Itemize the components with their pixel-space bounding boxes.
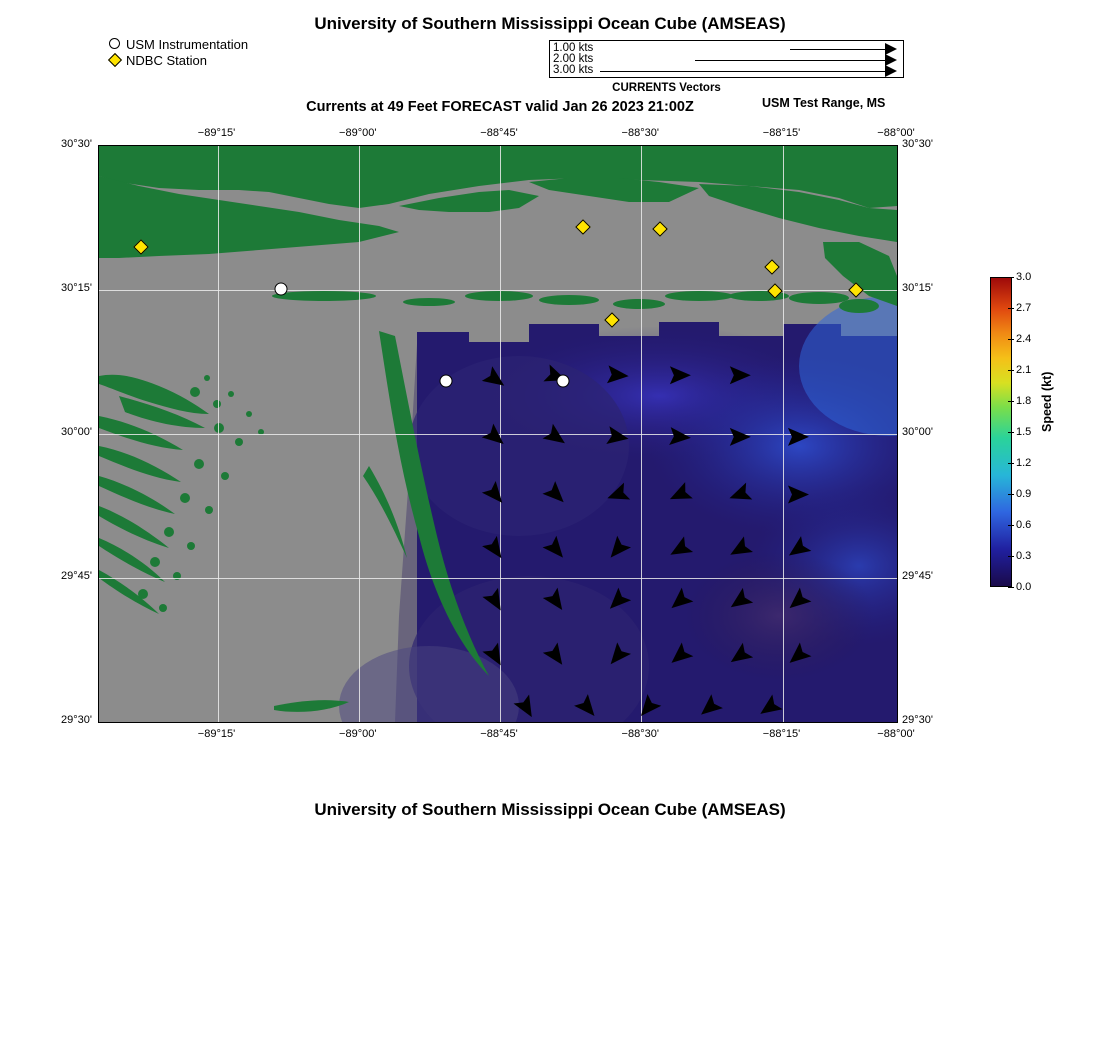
vector-key-label-2: 2.00 kts bbox=[553, 53, 594, 65]
x-tick-label: −89°15' bbox=[197, 127, 236, 139]
colorbar-tick-label: 2.1 bbox=[1016, 364, 1032, 376]
chart-subtitle: Currents at 49 Feet FORECAST valid Jan 26 2023 21:00Z bbox=[306, 99, 694, 115]
vector-key-label-3: 3.00 kts bbox=[553, 64, 594, 76]
colorbar-tick-mark bbox=[1008, 308, 1014, 309]
colorbar-tick-label: 3.0 bbox=[1016, 271, 1032, 283]
x-tick-label: −88°45' bbox=[480, 728, 518, 740]
y-tick-label: 30°00' bbox=[61, 426, 92, 438]
y-tick-label: 30°15' bbox=[61, 282, 92, 294]
ndbc-station-marker[interactable] bbox=[848, 282, 864, 298]
colorbar-tick-label: 0.0 bbox=[1016, 581, 1032, 593]
y-tick-label: 29°30' bbox=[61, 714, 92, 726]
y-tick-label: 30°00' bbox=[902, 426, 933, 438]
colorbar-tick-mark bbox=[1008, 587, 1014, 588]
x-tick-label: −88°15' bbox=[762, 127, 801, 139]
colorbar-tick-label: 0.9 bbox=[1016, 488, 1032, 500]
station-marker-layer bbox=[99, 146, 897, 722]
x-tick-label: −88°00' bbox=[877, 728, 915, 740]
y-tick-label: 29°45' bbox=[61, 570, 92, 582]
ndbc-station-marker[interactable] bbox=[768, 283, 784, 299]
ndbc-station-marker[interactable] bbox=[764, 259, 780, 275]
colorbar-tick-mark bbox=[1008, 339, 1014, 340]
y-tick-label: 29°45' bbox=[902, 570, 933, 582]
x-tick-label: −89°00' bbox=[339, 728, 377, 740]
vector-key-row-3 bbox=[550, 65, 905, 77]
map-inner bbox=[99, 146, 897, 722]
usm-instrumentation-marker[interactable] bbox=[557, 375, 570, 388]
colorbar-tick-mark bbox=[1008, 463, 1014, 464]
colorbar-tick-label: 2.7 bbox=[1016, 302, 1032, 314]
vector-key-label-1: 1.00 kts bbox=[553, 42, 594, 54]
ndbc-station-marker[interactable] bbox=[134, 240, 150, 256]
vector-key-caption: CURRENTS Vectors bbox=[612, 82, 721, 94]
footer-title: University of Southern Mississippi Ocean Cube (AMSEAS) bbox=[314, 800, 786, 819]
x-tick-label: −88°15' bbox=[762, 728, 801, 740]
legend-item-usm bbox=[108, 37, 248, 52]
colorbar-tick-label: 1.5 bbox=[1016, 426, 1032, 438]
colorbar-tick-mark bbox=[1008, 401, 1014, 402]
x-tick-label: −88°30' bbox=[621, 728, 659, 740]
test-range-label: USM Test Range, MS bbox=[762, 96, 886, 110]
colorbar-title: Speed (kt) bbox=[1040, 371, 1054, 432]
x-tick-label: −88°00' bbox=[877, 127, 915, 139]
y-tick-label: 30°30' bbox=[902, 138, 933, 150]
ndbc-station-marker[interactable] bbox=[575, 219, 591, 235]
map-legend bbox=[108, 37, 248, 69]
colorbar-tick-label: 2.4 bbox=[1016, 333, 1032, 345]
circle-marker-icon bbox=[108, 37, 126, 52]
colorbar-tick-label: 1.8 bbox=[1016, 395, 1032, 407]
colorbar-tick-mark bbox=[1008, 525, 1014, 526]
colorbar-tick-mark bbox=[1008, 370, 1014, 371]
vector-key-box bbox=[549, 40, 904, 78]
colorbar-tick-mark bbox=[1008, 494, 1014, 495]
usm-instrumentation-marker[interactable] bbox=[439, 375, 452, 388]
x-tick-label: −89°00' bbox=[339, 127, 377, 139]
colorbar-tick-label: 1.2 bbox=[1016, 457, 1032, 469]
colorbar-tick-label: 0.3 bbox=[1016, 550, 1032, 562]
page-title: University of Southern Mississippi Ocean Cube (AMSEAS) bbox=[314, 14, 786, 33]
x-tick-label: −89°15' bbox=[197, 728, 236, 740]
y-tick-label: 29°30' bbox=[902, 714, 933, 726]
colorbar-tick-label: 0.6 bbox=[1016, 519, 1032, 531]
legend-item-ndbc bbox=[108, 53, 248, 68]
legend-label-ndbc: NDBC Station bbox=[126, 53, 207, 68]
map-canvas[interactable] bbox=[98, 145, 898, 723]
colorbar-tick-mark bbox=[1008, 277, 1014, 278]
colorbar-tick-mark bbox=[1008, 556, 1014, 557]
diamond-marker-icon bbox=[108, 53, 126, 68]
legend-label-usm: USM Instrumentation bbox=[126, 37, 249, 52]
y-tick-label: 30°15' bbox=[902, 282, 933, 294]
y-tick-label: 30°30' bbox=[61, 138, 92, 150]
colorbar-tick-mark bbox=[1008, 432, 1014, 433]
ndbc-station-marker[interactable] bbox=[604, 312, 620, 328]
usm-instrumentation-marker[interactable] bbox=[275, 282, 288, 295]
ndbc-station-marker[interactable] bbox=[652, 221, 668, 237]
x-tick-label: −88°30' bbox=[621, 127, 659, 139]
x-tick-label: −88°45' bbox=[480, 127, 518, 139]
